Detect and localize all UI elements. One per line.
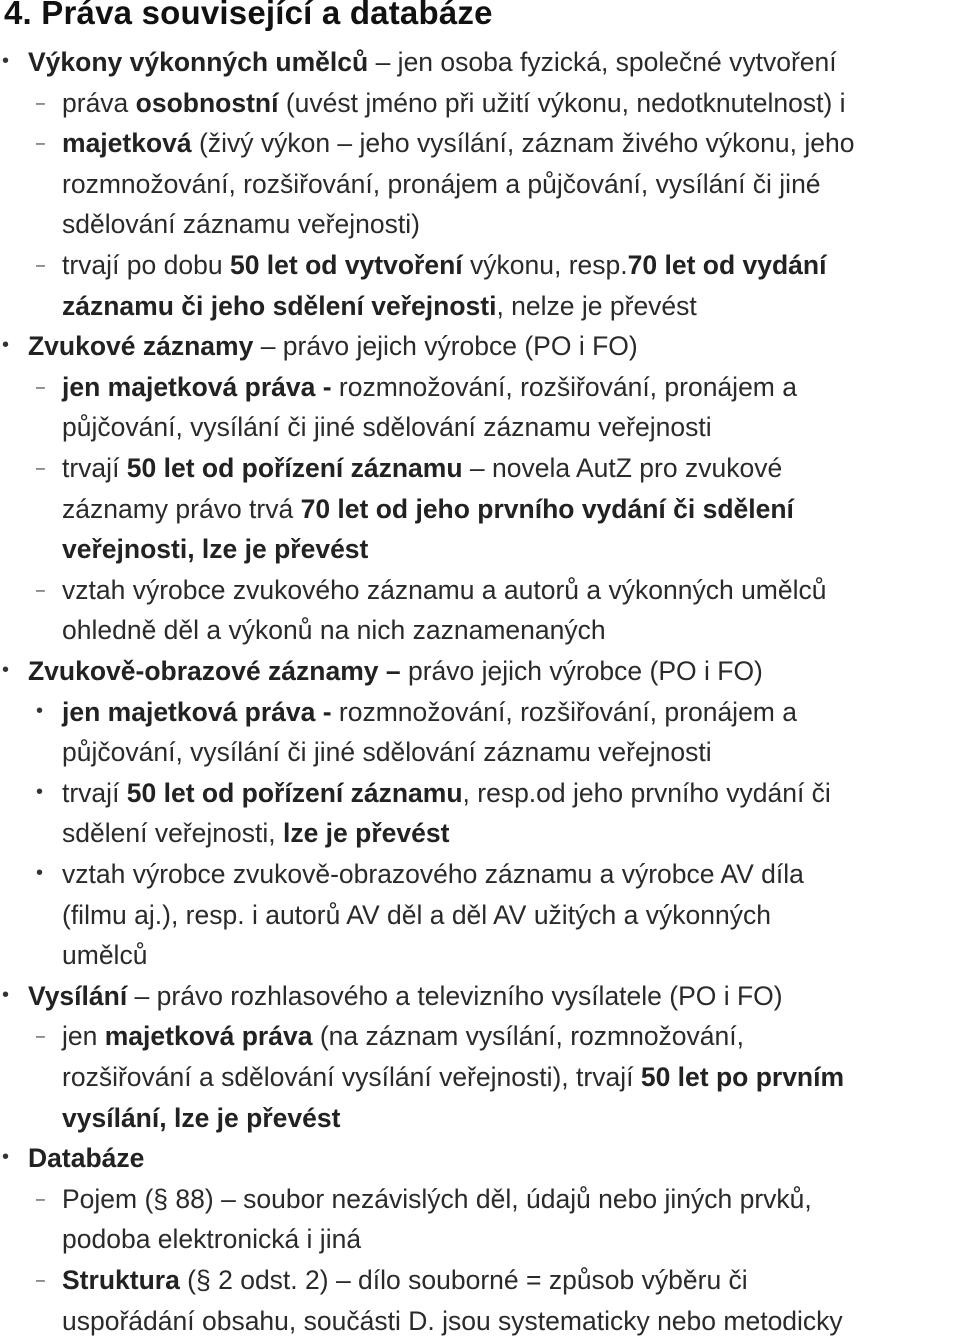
dash-bullet: – bbox=[36, 378, 45, 396]
text-run: právo jejich výrobce (PO i FO) bbox=[400, 656, 763, 686]
dash-bullet: – bbox=[36, 257, 45, 274]
bullet: • bbox=[2, 334, 10, 357]
bold-text-run: lze je převést bbox=[282, 818, 450, 849]
text-run: půjčování, vysílání či jiné sdělování záznamu veřejnosti bbox=[62, 412, 712, 443]
bullet: • bbox=[2, 50, 10, 72]
bullet: • bbox=[2, 1146, 10, 1169]
dash-bullet: – bbox=[36, 581, 45, 599]
text-run: výkonu, resp. bbox=[462, 250, 628, 280]
text-run: jen bbox=[62, 1021, 105, 1052]
text-line bbox=[62, 164, 821, 205]
bold-text-run: Výkony výkonných umělců bbox=[28, 47, 369, 77]
text-run: (uvést jméno při užití výkonu, nedotknutelnost) i bbox=[278, 87, 846, 118]
text-line bbox=[62, 692, 797, 733]
text-line bbox=[62, 773, 831, 814]
bold-text-run: 70 let od jeho prvního vydání či sdělení bbox=[300, 493, 794, 524]
text-line bbox=[62, 1301, 843, 1341]
text-line bbox=[28, 42, 837, 83]
bold-text-run: 50 let od pořízení záznamu bbox=[126, 777, 463, 808]
bullet: • bbox=[2, 983, 10, 1006]
text-run: vztah výrobce zvukového záznamu a autorů a výkonných umělců bbox=[62, 574, 827, 605]
text-run: , resp.od jeho prvního vydání či bbox=[462, 777, 831, 808]
text-run: podoba elektronická i jiná bbox=[62, 1224, 362, 1255]
text-line bbox=[62, 407, 712, 448]
text-line bbox=[62, 1057, 844, 1098]
text-line bbox=[62, 123, 854, 164]
text-run: – právo jejich výrobce (PO i FO) bbox=[253, 331, 638, 362]
text-run: rozmnožování, rozšiřování, pronájem a bbox=[331, 696, 797, 727]
bold-text-run: Databáze bbox=[28, 1143, 145, 1174]
text-line bbox=[62, 367, 797, 408]
bold-text-run: 50 let od pořízení záznamu bbox=[126, 453, 463, 483]
text-line bbox=[62, 1219, 361, 1260]
bold-text-run: majetková bbox=[62, 128, 192, 159]
bold-text-run: Zvukové záznamy bbox=[28, 331, 254, 362]
text-line bbox=[28, 651, 763, 692]
text-line bbox=[62, 529, 368, 570]
text-run: (§ 2 odst. 2) – dílo souborné = způsob výběru či bbox=[179, 1265, 748, 1295]
text-line bbox=[62, 204, 420, 245]
text-run: trvají po dobu bbox=[62, 250, 230, 280]
page-title: 4. Práva související a databáze bbox=[4, 0, 493, 31]
text-line bbox=[62, 448, 782, 489]
text-line bbox=[62, 245, 826, 286]
bold-text-run: vysílání, lze je převést bbox=[62, 1102, 341, 1133]
text-run: – právo rozhlasového a televizního vysílatele (PO i FO) bbox=[127, 980, 783, 1011]
text-run: záznamy právo trvá bbox=[62, 493, 301, 524]
text-run: , nelze je převést bbox=[496, 290, 697, 321]
bullet: • bbox=[36, 862, 44, 884]
text-run: rozšiřování a sdělování vysílání veřejnosti), trvají bbox=[62, 1062, 641, 1092]
bold-text-run: Vysílání bbox=[28, 980, 128, 1011]
text-line bbox=[62, 286, 697, 327]
dash-bullet: – bbox=[36, 1190, 45, 1208]
bold-text-run: jen majetková práva - bbox=[62, 696, 332, 727]
bold-text-run: 50 let po prvním bbox=[640, 1062, 845, 1092]
text-run: Pojem (§ 88) – soubor nezávislých děl, údajů nebo jiných prvků, bbox=[62, 1183, 812, 1214]
bold-text-run: jen majetková práva - bbox=[62, 371, 332, 402]
text-line bbox=[62, 1179, 812, 1220]
text-run: umělců bbox=[62, 940, 148, 971]
text-line bbox=[28, 326, 638, 367]
dash-bullet: – bbox=[36, 94, 45, 112]
text-run: rozmnožování, rozšiřování, pronájem a bbox=[331, 371, 797, 402]
text-line bbox=[62, 489, 794, 530]
text-run: uspořádání obsahu, součásti D. jsou systematicky nebo metodicky bbox=[62, 1305, 843, 1336]
text-line bbox=[62, 570, 827, 611]
text-line bbox=[28, 1138, 144, 1179]
bullet: • bbox=[36, 780, 44, 803]
text-line bbox=[28, 976, 783, 1017]
text-run: – jen osoba fyzická, společné vytvoření bbox=[368, 47, 837, 77]
text-run: sdělení veřejnosti, bbox=[62, 818, 283, 849]
text-line bbox=[62, 813, 449, 854]
bold-text-run: Zvukově-obrazové záznamy – bbox=[28, 656, 401, 686]
text-line bbox=[62, 83, 846, 124]
bold-text-run: záznamu či jeho sdělení veřejnosti bbox=[62, 290, 497, 321]
text-line bbox=[62, 1016, 744, 1057]
text-run: (živý výkon – jeho vysílání, záznam živého výkonu, jeho bbox=[191, 128, 855, 159]
dash-bullet: – bbox=[36, 1272, 45, 1289]
text-run: trvají bbox=[62, 777, 127, 808]
text-run: (filmu aj.), resp. i autorů AV děl a děl AV užitých a výkonných bbox=[62, 899, 771, 930]
bold-text-run: veřejnosti, lze je převést bbox=[62, 534, 369, 565]
bullet: • bbox=[2, 659, 10, 681]
text-line bbox=[62, 732, 712, 773]
bold-text-run: 50 let od vytvoření bbox=[229, 250, 463, 280]
bold-text-run: Struktura bbox=[62, 1265, 180, 1295]
bold-text-run: 70 let od vydání bbox=[627, 250, 827, 280]
text-run: vztah výrobce zvukově-obrazového záznamu a výrobce AV díla bbox=[62, 859, 804, 889]
text-run: (na záznam vysílání, rozmnožování, bbox=[312, 1021, 744, 1052]
text-line bbox=[62, 854, 804, 895]
text-run: sdělování záznamu veřejnosti) bbox=[62, 209, 420, 240]
text-line bbox=[62, 1260, 748, 1301]
text-run: rozmnožování, rozšiřování, pronájem a půjčování, vysílání či jiné bbox=[62, 168, 821, 199]
bold-text-run: osobnostní bbox=[135, 87, 279, 118]
text-run: ohledně děl a výkonů na nich zaznamenaných bbox=[62, 615, 606, 646]
text-line bbox=[62, 935, 147, 976]
bullet: • bbox=[36, 699, 44, 722]
dash-bullet: – bbox=[36, 1028, 45, 1046]
text-line bbox=[62, 1098, 340, 1139]
text-run: práva bbox=[62, 87, 136, 118]
text-line bbox=[62, 895, 771, 936]
text-run: půjčování, vysílání či jiné sdělování záznamu veřejnosti bbox=[62, 737, 712, 768]
bold-text-run: majetková práva bbox=[104, 1021, 313, 1052]
text-run: – novela AutZ pro zvukové bbox=[462, 453, 783, 483]
dash-bullet: – bbox=[36, 460, 45, 477]
text-run: trvají bbox=[62, 453, 127, 483]
dash-bullet: – bbox=[36, 135, 45, 153]
text-line bbox=[62, 610, 606, 651]
